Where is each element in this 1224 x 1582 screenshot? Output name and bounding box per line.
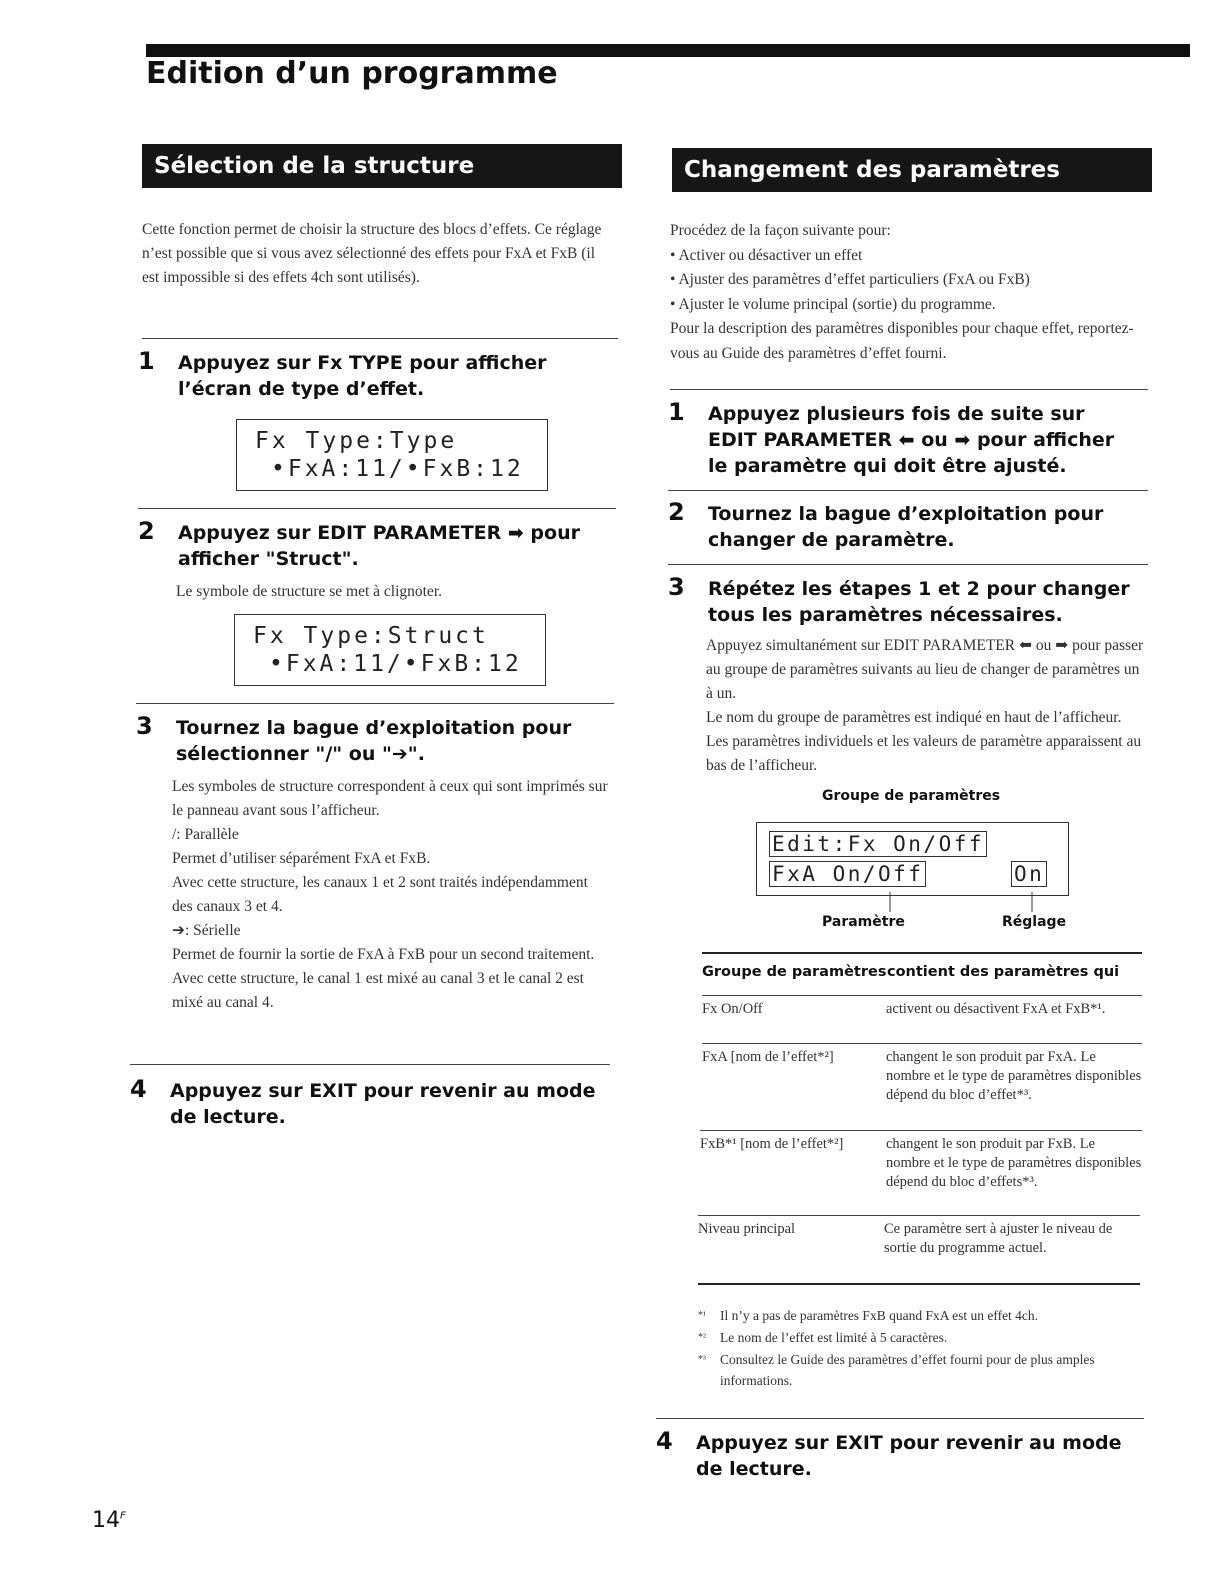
lcd-group-line: Edit:Fx On/Off — [769, 831, 987, 857]
divider — [656, 1418, 1144, 1419]
lcd-line-1: Fx Type:Struct — [253, 623, 489, 649]
step-3-details — [706, 634, 1146, 778]
intro-bullet-list — [670, 244, 1150, 318]
intro-tail: Pour la description des paramètres disponibles pour chaque effet, reportez-vous au Guide des paramètres d’effet fourni. — [670, 320, 1134, 362]
step-text: Appuyez sur Fx TYPE pour afficher l’écran de type d’effet. — [178, 352, 547, 400]
list-item: • Ajuster le volume principal (sortie) du programme. — [670, 293, 1150, 318]
lcd-parameter: FxA On/Off — [769, 861, 926, 887]
step-text: Appuyez plusieurs fois de suite sur EDIT PARAMETER ⬅ ou ➡ pour afficher le paramètre qui doit être ajusté. — [708, 403, 1115, 477]
section-banner-parameters: Changement des paramètres — [672, 148, 1152, 192]
table-divider — [702, 1043, 1142, 1044]
table-row-desc: Ce paramètre sert à ajuster le niveau de sortie du programme actuel. — [884, 1221, 1113, 1256]
divider — [136, 703, 614, 704]
label-parameter-group: Groupe de paramètres — [822, 788, 1001, 804]
left-step-2 — [138, 517, 618, 576]
intro-lead: Procédez de la façon suivante pour: — [670, 222, 891, 239]
left-step-1 — [138, 347, 618, 406]
list-item: • Ajuster des paramètres d’effet particuliers (FxA ou FxB) — [670, 268, 1150, 293]
step-text: Répétez les étapes 1 et 2 pour changer tous les paramètres nécessaires. — [708, 578, 1130, 626]
table-row-desc: activent ou désactivent FxA et FxB*¹. — [886, 1001, 1106, 1017]
step-number: 3 — [668, 573, 685, 601]
footnote: *¹ Il n’y a pas de paramètres FxB quand FxA est un effet 4ch. — [698, 1308, 1039, 1323]
table-divider — [698, 1215, 1140, 1216]
page-title: Edition d’un programme — [146, 56, 558, 91]
lcd-line-2: •FxA:11/•FxB:12 — [271, 456, 524, 482]
table-divider — [702, 995, 1142, 996]
footnote: *² Le nom de l’effet est limité à 5 caractères. — [698, 1330, 948, 1345]
left-step-4 — [130, 1075, 620, 1134]
divider — [130, 1064, 610, 1065]
lcd-fx-type-type — [236, 419, 548, 491]
lcd-line-1: Fx Type:Type — [255, 428, 458, 454]
divider — [142, 338, 618, 339]
right-step-4 — [656, 1427, 1146, 1486]
label-parameter: Paramètre — [822, 914, 905, 930]
detail-line: Permet d’utiliser séparément FxA et FxB. — [172, 850, 431, 867]
divider — [668, 564, 1148, 565]
step-number: 2 — [668, 498, 685, 526]
table-row-group: Fx On/Off — [702, 1001, 763, 1017]
left-step-3 — [136, 712, 616, 771]
table-row-group: FxA [nom de l’effet*²] — [702, 1049, 834, 1065]
table-header-contents: contient des paramètres qui — [887, 964, 1120, 980]
step-text: Appuyez sur EXIT pour revenir au mode de lecture. — [170, 1080, 596, 1128]
detail-line: ➔: Sérielle — [172, 922, 241, 939]
step-text: Tournez la bague d’exploitation pour changer de paramètre. — [708, 503, 1104, 551]
right-step-3 — [668, 573, 1148, 632]
table-header-group: Groupe de paramètres — [702, 964, 887, 980]
detail-line: Le nom du groupe de paramètres est indiqué en haut de l’afficheur. Les paramètres individuels et les valeurs de paramètre apparaissent au bas de l’afficheur. — [706, 709, 1142, 774]
detail-line: /: Parallèle — [172, 826, 239, 843]
step-number: 4 — [656, 1427, 673, 1455]
table-row-desc: changent le son produit par FxB. Le nombre et le type de paramètres disponibles dépend du bloc d’effets*³. — [886, 1136, 1142, 1190]
step-number: 1 — [668, 398, 685, 426]
list-item: • Activer ou désactiver un effet — [670, 244, 1150, 269]
step-text: Tournez la bague d’exploitation pour sélectionner "/" ou "➔". — [176, 717, 572, 765]
lcd-setting: On — [1011, 861, 1047, 887]
step-number: 1 — [138, 347, 155, 375]
step-2-note: Le symbole de structure se met à clignoter. — [176, 583, 442, 600]
table-row-group: FxB*¹ [nom de l’effet*²] — [700, 1136, 844, 1152]
structure-details — [172, 775, 612, 1015]
step-number: 4 — [130, 1075, 147, 1103]
label-setting: Réglage — [1002, 914, 1067, 930]
detail-line: Appuyez simultanément sur EDIT PARAMETER ⬅ ou ➡ pour passer au groupe de paramètres suivants au lieu de changer de paramètres un à un. — [706, 637, 1144, 702]
section-banner-structure: Sélection de la structure — [142, 144, 622, 188]
divider — [670, 389, 1148, 390]
right-step-1 — [668, 398, 1148, 483]
divider — [668, 490, 1148, 491]
detail-line: Avec cette structure, les canaux 1 et 2 sont traités indépendamment des canaux 3 et 4. — [172, 874, 588, 915]
page-number: $14^F$ — [92, 1508, 126, 1533]
detail-line: Permet de fournir la sortie de FxA à FxB pour un second traitement. — [172, 946, 595, 963]
step-number: 3 — [136, 712, 153, 740]
table-top-rule — [702, 952, 1142, 954]
lcd-fx-type-struct — [234, 614, 546, 686]
table-bottom-rule — [698, 1283, 1140, 1285]
step-text: Appuyez sur EDIT PARAMETER ➡ pour afficher "Struct". — [178, 522, 580, 570]
divider — [138, 508, 616, 509]
table-row-group: Niveau principal — [698, 1221, 796, 1237]
structure-intro: Cette fonction permet de choisir la structure des blocs d’effets. Ce réglage n’est possible que si vous avez sélectionné des effets pour FxA et FxB (il est impossible si des effets 4ch sont utilisés). — [142, 221, 602, 286]
step-text: Appuyez sur EXIT pour revenir au mode de lecture. — [696, 1432, 1122, 1480]
table-row-desc: changent le son produit par FxA. Le nombre et le type de paramètres disponibles dépend du bloc d’effet*³. — [886, 1049, 1142, 1103]
right-step-2 — [668, 498, 1148, 557]
step-number: 2 — [138, 517, 155, 545]
parameters-intro — [670, 219, 1150, 366]
detail-line: Les symboles de structure correspondent à ceux qui sont imprimés sur le panneau avant sous l’afficheur. — [172, 778, 608, 819]
detail-line: Avec cette structure, le canal 1 est mixé au canal 3 et le canal 2 est mixé au canal 4. — [172, 970, 584, 1011]
lcd-line-2: •FxA:11/•FxB:12 — [269, 651, 522, 677]
footnote: *³ Consultez le Guide des paramètres d’effet fourni pour de plus amples informations. — [698, 1352, 1095, 1388]
lcd-edit-display — [756, 822, 1069, 896]
table-divider — [700, 1130, 1142, 1131]
